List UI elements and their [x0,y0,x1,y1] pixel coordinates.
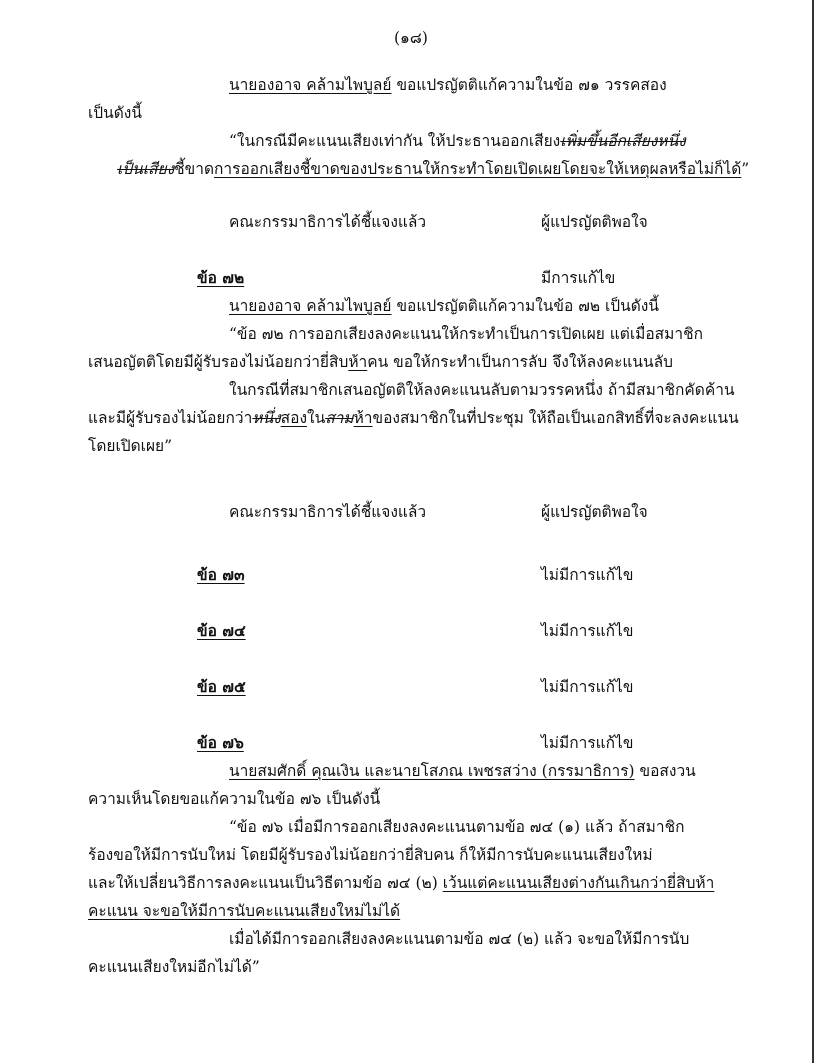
s71-quote-line1 [229,131,686,151]
s76-added-text-1: เว้นแต่คะแนนเสียงต่างกันเกินกว่ายี่สิบห้า [442,874,715,892]
s71-motion [229,75,667,95]
s76-p1-line2: ร้องขอให้มีการนับใหม่ โดยมีผู้รับรองไม่น้อยกว่ายี่สิบคน ก็ให้มีการนับคะแนนเสียงใหม่ [88,846,653,864]
s71-struck-text: เพิ่มขึ้นอีกเสียงหนึ่ง [560,132,686,150]
s72-heading: ข้อ ๗๒ [197,268,245,287]
s73-status: ไม่มีการแก้ไข [541,566,634,584]
s71-quote-text: “ในกรณีมีคะแนนเสียงเท่ากัน ให้ประธานออกเสียง [229,132,561,150]
s71-committee-note: คณะกรรมาธิการได้ชี้แจงแล้ว [229,213,427,231]
s72-struck-text-1: หนึ่ง [252,409,281,427]
s72-motion [229,296,659,316]
s76-p2-line2: คะแนนเสียงใหม่อีกไม่ได้” [88,958,260,976]
s72-p2-line3: โดยเปิดเผย” [88,437,173,455]
s72-motion-text: ขอแปรญัตติแก้ความในข้อ ๗๒ เป็นดังนี้ [391,297,659,315]
s72-struck-text-2: สาม [325,409,354,427]
s73-heading: ข้อ ๗๓ [197,565,245,584]
s72-added-text-1: สอง [280,409,308,427]
s76-movers: นายสมศักดิ์ คุณเงิน และนายโสภณ เพชรสว่าง (กรรมาธิการ) [229,762,635,780]
s74-status: ไม่มีการแก้ไข [541,622,634,640]
s71-quote-mid: ชี้ขาด [174,160,215,178]
s76-text-a: และให้เปลี่ยนวิธีการลงคะแนนเป็นวิธีตามข้อ ๗๔ (๒) [88,874,443,892]
s71-mover-name: นายองอาจ คล้ามไพบูลย์ [229,76,392,94]
s72-text-b: คน ขอให้กระทำเป็นการลับ จึงให้ลงคะแนนลับ [367,353,673,371]
s76-p1-line1: “ข้อ ๗๖ เมื่อมีการออกเสียงลงคะแนนตามข้อ ๗๔ (๑) แล้ว ถ้าสมาชิก [229,818,685,836]
s72-p2-line2 [88,408,739,428]
s72-added-text-2: ห้า [353,409,373,427]
s71-added-text: การออกเสียงชี้ขาดของประธานให้กระทำโดยเปิดเผยโดยจะให้เหตุผลหรือไม่ก็ได้ [214,160,742,178]
s75-status: ไม่มีการแก้ไข [541,678,634,696]
s72-p1-line1: “ข้อ ๗๒ การออกเสียงลงคะแนนให้กระทำเป็นการเปิดเผย แต่เมื่อสมาชิก [229,325,703,343]
s72-text-mid: ใน [307,409,326,427]
s72-status: มีการแก้ไข [541,269,616,287]
s71-motion-cont: เป็นดังนี้ [88,104,142,122]
s72-text-a: เสนอญัตติโดยมีผู้รับรองไม่น้อยกว่ายี่สิบ [88,353,349,371]
s72-mover-name: นายองอาจ คล้ามไพบูลย์ [229,297,392,315]
s76-heading: ข้อ ๗๖ [197,733,244,752]
s72-committee-note: คณะกรรมาธิการได้ชี้แจงแล้ว [229,503,427,521]
s76-status: ไม่มีการแก้ไข [541,734,634,752]
s71-quote-end: ” [741,160,750,178]
s76-motion-text: ขอสงวน [634,762,696,780]
s72-p2-line1: ในกรณีที่สมาชิกเสนอญัตติให้ลงคะแนนลับตามวรรคหนึ่ง ถ้ามีสมาชิกคัดค้าน [229,381,735,399]
s76-motion-cont: ความเห็นโดยขอแก้ความในข้อ ๗๖ เป็นดังนี้ [88,790,381,808]
s71-result: ผู้แปรญัตติพอใจ [541,213,648,231]
s72-p1-line2 [88,352,673,372]
s76-motion [229,761,696,781]
s76-p2-line1: เมื่อได้มีการออกเสียงลงคะแนนตามข้อ ๗๔ (๒) แล้ว จะขอให้มีการนับ [229,930,690,948]
page-edge-line [812,0,814,1063]
s71-quote-line2 [117,159,749,179]
s72-text-d: ของสมาชิกในที่ประชุม ให้ถือเป็นเอกสิทธิ์ที่จะลงคะแนน [372,409,739,427]
s76-p1-line3 [88,873,714,893]
s72-result: ผู้แปรญัตติพอใจ [541,503,648,521]
s71-motion-text: ขอแปรญัตติแก้ความในข้อ ๗๑ วรรคสอง [391,76,667,94]
s72-text-c: และมีผู้รับรองไม่น้อยกว่า [88,409,253,427]
page-number: (๑๘) [394,29,428,47]
s72-added-text: ห้า [348,353,368,371]
s76-added-text-2: คะแนน จะขอให้มีการนับคะแนนเสียงใหม่ไม่ได้ [88,902,401,920]
s75-heading: ข้อ ๗๕ [197,677,246,696]
s71-struck-text-2: เป็นเสียง [117,160,175,178]
s74-heading: ข้อ ๗๔ [197,621,246,640]
